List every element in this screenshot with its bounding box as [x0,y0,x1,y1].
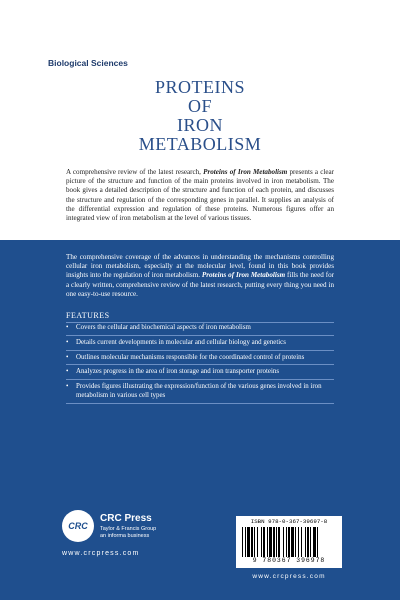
title-line: OF [187,96,212,116]
logo-text: CRC [68,521,88,531]
barcode-bar [261,527,262,557]
title-line: METABOLISM [138,134,262,154]
cover-top-section [0,0,400,240]
barcode-bar [278,527,280,557]
feature-item: • Provides figures illustrating the expression/function of the various genes involved in iron metabolism in various cell types [66,383,334,404]
feature-item: • Details current developments in molecular and cellular biology and genetics [66,339,334,351]
publisher-group: Taylor & Francis Group [100,526,157,532]
barcode-bar [313,527,316,557]
barcode-bar [251,527,253,557]
coverage-text: fills the need for a clearly written, comprehensive review of the latest research, putting every thing you need in one easy-to-use resource. [66,271,334,298]
category-label: Biological Sciences [48,58,128,68]
features-list [66,324,334,407]
barcode-bar [263,527,265,557]
publisher-name: CRC Press [100,513,152,524]
barcode-bar [305,527,306,557]
barcode-bar [291,527,294,557]
coverage-paragraph [66,253,334,299]
barcode-bar [298,527,299,557]
barcode-number: 9 780367 396978 [252,557,326,564]
barcode-bar [301,527,302,557]
barcode-bar [317,527,318,557]
feature-item: • Covers the cellular and biochemical aspects of iron metabolism [66,324,334,336]
barcode-bar [273,527,275,557]
book-title [0,78,400,154]
barcode-bar [242,527,243,557]
barcode-bar [295,527,296,557]
publisher-block [62,510,212,580]
barcode-bar [254,527,255,557]
features-divider [66,322,334,323]
features-heading: FEATURES [66,311,110,320]
barcode-bar [310,527,311,557]
title-line: PROTEINS [154,77,245,97]
book-title-emphasis: Proteins of Iron Metabolism [201,271,286,280]
title-line: IRON [177,115,223,135]
feature-item: • Analyzes progress in the area of iron storage and iron transporter proteins [66,368,334,380]
barcode-bar [307,527,309,557]
barcode-bar [245,527,246,557]
barcode-bar [283,527,284,557]
description-paragraph [66,168,334,223]
description-text: presents a clear picture of the structure and function of the main proteins involved in iron metabolism. The book gives a detailed description of the structure and function of each protein, and discusses the structure and regulation of the corresponding genes in parallel. It supplies an analysis of the differential expression and regulation of these proteins. Numerous figures offer an integrated view of iron metabolism at the level of various tissues. [66,168,334,223]
feature-item: • Outlines molecular mechanisms responsible for the coordinated control of proteins [66,354,334,366]
barcode-bar [269,527,272,557]
publisher-url: www.crcpress.com [62,550,140,557]
barcode-bar [267,527,268,557]
barcode-panel [236,516,342,568]
description-text: A comprehensive review of the latest research, [66,168,204,176]
isbn-label: ISBN 978-0-367-39697-8 [250,518,328,525]
book-title-emphasis: Proteins of Iron Metabolism [203,168,288,176]
barcode-bar [247,527,250,557]
coverage-text: The comprehensive coverage of the advances in understanding the mechanisms controlling cellular iron metabolism, especially at the molecular level, found in this book provides insights into the regulation of iron metabolism. [66,253,334,280]
barcode-bar [286,527,287,557]
crc-logo-icon [62,510,94,542]
publisher-tagline: an informa business [100,533,150,539]
barcode-icon [242,527,336,557]
barcode-bar [257,527,258,557]
barcode-bar [276,527,277,557]
back-cover-url: www.crcpress.com [252,573,326,580]
barcode-bar [288,527,290,557]
